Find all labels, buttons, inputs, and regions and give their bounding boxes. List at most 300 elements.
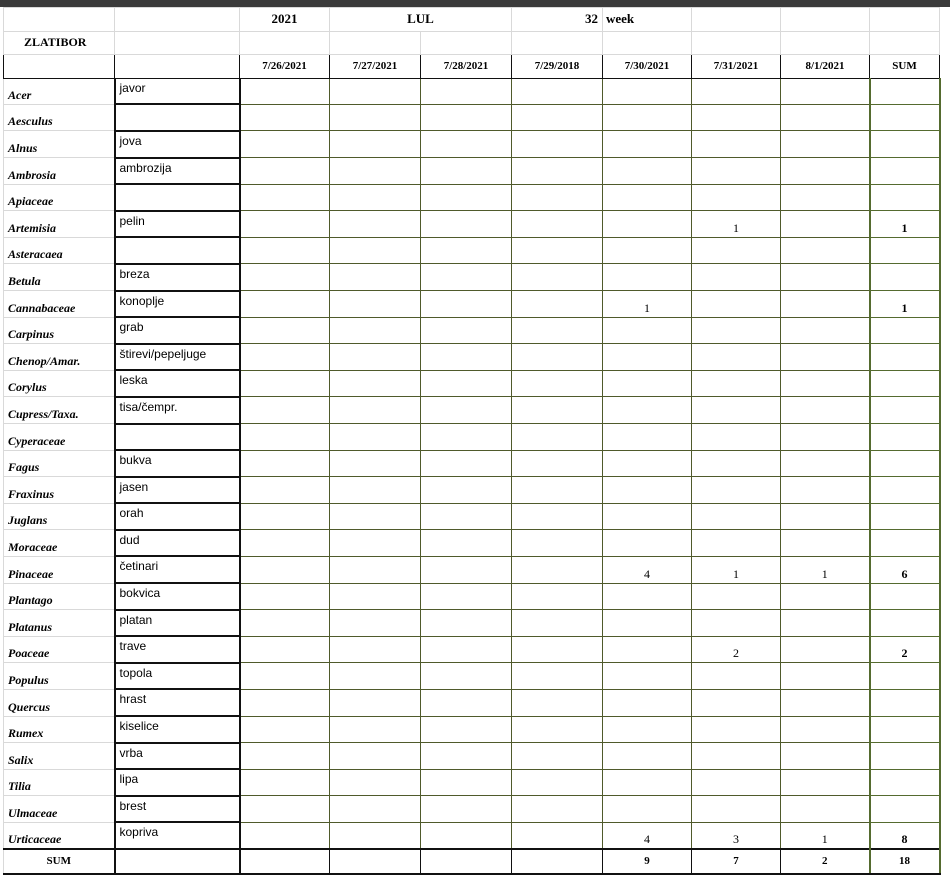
row-sum-cell[interactable] bbox=[870, 503, 940, 530]
row-sum-cell[interactable] bbox=[870, 237, 940, 264]
row-sum-cell[interactable] bbox=[870, 689, 940, 716]
cell[interactable] bbox=[692, 8, 781, 32]
count-cell[interactable] bbox=[330, 796, 421, 823]
week-number-cell[interactable]: 32 bbox=[512, 8, 603, 32]
local-name-cell[interactable]: brest bbox=[115, 796, 240, 823]
count-cell[interactable] bbox=[330, 822, 421, 849]
row-sum-cell[interactable] bbox=[870, 78, 940, 104]
latin-name-cell[interactable]: Betula bbox=[4, 264, 115, 291]
cell[interactable] bbox=[4, 8, 115, 32]
row-sum-cell[interactable] bbox=[870, 583, 940, 610]
latin-name-cell[interactable]: Juglans bbox=[4, 503, 115, 530]
local-name-cell[interactable] bbox=[115, 237, 240, 264]
count-cell[interactable] bbox=[421, 78, 512, 104]
cell[interactable] bbox=[870, 8, 940, 32]
count-cell[interactable] bbox=[421, 769, 512, 796]
count-cell[interactable] bbox=[421, 344, 512, 371]
count-cell[interactable] bbox=[692, 716, 781, 743]
count-cell[interactable] bbox=[240, 264, 330, 291]
latin-name-cell[interactable]: Alnus bbox=[4, 131, 115, 158]
local-name-cell[interactable]: četinari bbox=[115, 556, 240, 583]
count-cell[interactable] bbox=[692, 104, 781, 131]
latin-name-cell[interactable]: Plantago bbox=[4, 583, 115, 610]
count-cell[interactable]: 1 bbox=[603, 291, 692, 318]
latin-name-cell[interactable]: Corylus bbox=[4, 370, 115, 397]
count-cell[interactable] bbox=[240, 743, 330, 770]
count-cell[interactable] bbox=[781, 211, 870, 238]
row-sum-cell[interactable]: 2 bbox=[870, 636, 940, 663]
column-total-cell[interactable]: 7 bbox=[692, 849, 781, 874]
count-cell[interactable] bbox=[781, 131, 870, 158]
count-cell[interactable] bbox=[603, 583, 692, 610]
count-cell[interactable]: 1 bbox=[692, 556, 781, 583]
latin-name-cell[interactable]: Fraxinus bbox=[4, 477, 115, 504]
count-cell[interactable] bbox=[603, 477, 692, 504]
count-cell[interactable] bbox=[240, 689, 330, 716]
count-cell[interactable] bbox=[330, 556, 421, 583]
count-cell[interactable] bbox=[330, 211, 421, 238]
date-header-cell[interactable]: 7/30/2021 bbox=[603, 55, 692, 79]
count-cell[interactable] bbox=[240, 291, 330, 318]
count-cell[interactable] bbox=[781, 344, 870, 371]
cell[interactable] bbox=[115, 8, 240, 32]
count-cell[interactable] bbox=[240, 397, 330, 424]
sum-header-cell[interactable]: SUM bbox=[870, 55, 940, 79]
count-cell[interactable] bbox=[330, 237, 421, 264]
local-name-cell[interactable] bbox=[115, 424, 240, 451]
count-cell[interactable]: 2 bbox=[692, 636, 781, 663]
count-cell[interactable] bbox=[512, 211, 603, 238]
count-cell[interactable] bbox=[692, 503, 781, 530]
count-cell[interactable] bbox=[330, 769, 421, 796]
totals-label-cell[interactable]: SUM bbox=[4, 849, 115, 874]
cell[interactable] bbox=[870, 31, 940, 55]
row-sum-cell[interactable]: 1 bbox=[870, 291, 940, 318]
cell[interactable] bbox=[781, 8, 870, 32]
cell[interactable] bbox=[240, 31, 330, 55]
count-cell[interactable] bbox=[512, 370, 603, 397]
count-cell[interactable] bbox=[781, 769, 870, 796]
column-total-cell[interactable]: 2 bbox=[781, 849, 870, 874]
count-cell[interactable] bbox=[603, 237, 692, 264]
count-cell[interactable] bbox=[781, 503, 870, 530]
cell[interactable] bbox=[115, 55, 240, 79]
count-cell[interactable] bbox=[330, 477, 421, 504]
count-cell[interactable]: 1 bbox=[692, 211, 781, 238]
latin-name-cell[interactable]: Pinaceae bbox=[4, 556, 115, 583]
count-cell[interactable] bbox=[603, 264, 692, 291]
latin-name-cell[interactable]: Populus bbox=[4, 663, 115, 690]
row-sum-cell[interactable] bbox=[870, 610, 940, 637]
row-sum-cell[interactable] bbox=[870, 663, 940, 690]
row-sum-cell[interactable] bbox=[870, 769, 940, 796]
count-cell[interactable] bbox=[603, 104, 692, 131]
count-cell[interactable] bbox=[421, 503, 512, 530]
count-cell[interactable] bbox=[421, 397, 512, 424]
row-sum-cell[interactable]: 6 bbox=[870, 556, 940, 583]
count-cell[interactable] bbox=[692, 184, 781, 211]
count-cell[interactable] bbox=[603, 424, 692, 451]
local-name-cell[interactable]: javor bbox=[115, 78, 240, 104]
row-sum-cell[interactable] bbox=[870, 477, 940, 504]
date-header-cell[interactable]: 8/1/2021 bbox=[781, 55, 870, 79]
latin-name-cell[interactable]: Ulmaceae bbox=[4, 796, 115, 823]
count-cell[interactable] bbox=[781, 237, 870, 264]
count-cell[interactable] bbox=[240, 663, 330, 690]
count-cell[interactable] bbox=[330, 317, 421, 344]
cell[interactable] bbox=[421, 31, 512, 55]
count-cell[interactable] bbox=[330, 450, 421, 477]
count-cell[interactable] bbox=[421, 477, 512, 504]
count-cell[interactable] bbox=[781, 477, 870, 504]
latin-name-cell[interactable]: Cyperaceae bbox=[4, 424, 115, 451]
count-cell[interactable] bbox=[421, 822, 512, 849]
local-name-cell[interactable]: tisa/čempr. bbox=[115, 397, 240, 424]
local-name-cell[interactable]: leska bbox=[115, 370, 240, 397]
latin-name-cell[interactable]: Salix bbox=[4, 743, 115, 770]
row-sum-cell[interactable] bbox=[870, 264, 940, 291]
count-cell[interactable] bbox=[330, 184, 421, 211]
row-sum-cell[interactable] bbox=[870, 158, 940, 185]
count-cell[interactable] bbox=[603, 743, 692, 770]
count-cell[interactable] bbox=[781, 663, 870, 690]
column-total-cell[interactable] bbox=[330, 849, 421, 874]
row-sum-cell[interactable]: 1 bbox=[870, 211, 940, 238]
latin-name-cell[interactable]: Ambrosia bbox=[4, 158, 115, 185]
count-cell[interactable] bbox=[781, 184, 870, 211]
column-total-cell[interactable] bbox=[240, 849, 330, 874]
count-cell[interactable] bbox=[240, 822, 330, 849]
count-cell[interactable] bbox=[240, 796, 330, 823]
local-name-cell[interactable]: hrast bbox=[115, 689, 240, 716]
count-cell[interactable] bbox=[512, 769, 603, 796]
count-cell[interactable] bbox=[240, 716, 330, 743]
local-name-cell[interactable]: jova bbox=[115, 131, 240, 158]
local-name-cell[interactable] bbox=[115, 104, 240, 131]
count-cell[interactable] bbox=[781, 610, 870, 637]
count-cell[interactable] bbox=[692, 450, 781, 477]
count-cell[interactable] bbox=[781, 583, 870, 610]
count-cell[interactable] bbox=[512, 184, 603, 211]
local-name-cell[interactable]: bokvica bbox=[115, 583, 240, 610]
count-cell[interactable] bbox=[692, 237, 781, 264]
latin-name-cell[interactable]: Carpinus bbox=[4, 317, 115, 344]
count-cell[interactable] bbox=[330, 397, 421, 424]
count-cell[interactable] bbox=[781, 264, 870, 291]
date-header-cell[interactable]: 7/29/2018 bbox=[512, 55, 603, 79]
date-header-cell[interactable]: 7/31/2021 bbox=[692, 55, 781, 79]
count-cell[interactable] bbox=[603, 158, 692, 185]
count-cell[interactable] bbox=[330, 503, 421, 530]
count-cell[interactable] bbox=[781, 450, 870, 477]
row-sum-cell[interactable] bbox=[870, 530, 940, 557]
count-cell[interactable] bbox=[512, 556, 603, 583]
count-cell[interactable] bbox=[240, 424, 330, 451]
count-cell[interactable] bbox=[512, 796, 603, 823]
count-cell[interactable] bbox=[512, 237, 603, 264]
count-cell[interactable] bbox=[603, 184, 692, 211]
count-cell[interactable] bbox=[330, 716, 421, 743]
count-cell[interactable] bbox=[330, 131, 421, 158]
count-cell[interactable] bbox=[240, 184, 330, 211]
cell[interactable] bbox=[115, 849, 240, 874]
count-cell[interactable] bbox=[603, 503, 692, 530]
count-cell[interactable] bbox=[240, 450, 330, 477]
count-cell[interactable] bbox=[512, 131, 603, 158]
location-cell[interactable]: ZLATIBOR bbox=[4, 31, 115, 55]
count-cell[interactable] bbox=[330, 610, 421, 637]
count-cell[interactable] bbox=[512, 264, 603, 291]
count-cell[interactable] bbox=[421, 291, 512, 318]
column-total-cell[interactable] bbox=[512, 849, 603, 874]
count-cell[interactable] bbox=[330, 370, 421, 397]
count-cell[interactable] bbox=[512, 317, 603, 344]
count-cell[interactable] bbox=[240, 317, 330, 344]
count-cell[interactable] bbox=[330, 264, 421, 291]
count-cell[interactable] bbox=[421, 743, 512, 770]
count-cell[interactable] bbox=[240, 556, 330, 583]
count-cell[interactable] bbox=[781, 104, 870, 131]
count-cell[interactable] bbox=[421, 450, 512, 477]
cell[interactable] bbox=[692, 31, 781, 55]
count-cell[interactable] bbox=[692, 689, 781, 716]
count-cell[interactable] bbox=[692, 796, 781, 823]
cell[interactable] bbox=[115, 31, 240, 55]
count-cell[interactable] bbox=[330, 291, 421, 318]
cell[interactable] bbox=[781, 31, 870, 55]
year-cell[interactable]: 2021 bbox=[240, 8, 330, 32]
latin-name-cell[interactable]: Quercus bbox=[4, 689, 115, 716]
count-cell[interactable] bbox=[240, 769, 330, 796]
count-cell[interactable] bbox=[603, 769, 692, 796]
count-cell[interactable] bbox=[603, 716, 692, 743]
latin-name-cell[interactable]: Aesculus bbox=[4, 104, 115, 131]
count-cell[interactable] bbox=[421, 237, 512, 264]
count-cell[interactable] bbox=[603, 344, 692, 371]
latin-name-cell[interactable]: Tilia bbox=[4, 769, 115, 796]
row-sum-cell[interactable] bbox=[870, 370, 940, 397]
count-cell[interactable] bbox=[512, 636, 603, 663]
count-cell[interactable] bbox=[330, 158, 421, 185]
count-cell[interactable] bbox=[240, 583, 330, 610]
local-name-cell[interactable]: breza bbox=[115, 264, 240, 291]
row-sum-cell[interactable] bbox=[870, 424, 940, 451]
count-cell[interactable] bbox=[603, 796, 692, 823]
count-cell[interactable]: 1 bbox=[781, 822, 870, 849]
local-name-cell[interactable]: pelin bbox=[115, 211, 240, 238]
count-cell[interactable] bbox=[330, 530, 421, 557]
count-cell[interactable] bbox=[512, 689, 603, 716]
count-cell[interactable] bbox=[512, 344, 603, 371]
count-cell[interactable] bbox=[781, 397, 870, 424]
count-cell[interactable]: 1 bbox=[781, 556, 870, 583]
count-cell[interactable] bbox=[421, 158, 512, 185]
local-name-cell[interactable]: kiselice bbox=[115, 716, 240, 743]
count-cell[interactable] bbox=[330, 743, 421, 770]
date-header-cell[interactable]: 7/26/2021 bbox=[240, 55, 330, 79]
local-name-cell[interactable]: jasen bbox=[115, 477, 240, 504]
count-cell[interactable] bbox=[240, 610, 330, 637]
count-cell[interactable]: 3 bbox=[692, 822, 781, 849]
latin-name-cell[interactable]: Moraceae bbox=[4, 530, 115, 557]
row-sum-cell[interactable] bbox=[870, 450, 940, 477]
local-name-cell[interactable]: platan bbox=[115, 610, 240, 637]
count-cell[interactable] bbox=[692, 344, 781, 371]
latin-name-cell[interactable]: Chenop/Amar. bbox=[4, 344, 115, 371]
row-sum-cell[interactable] bbox=[870, 344, 940, 371]
latin-name-cell[interactable]: Asteracaea bbox=[4, 237, 115, 264]
count-cell[interactable] bbox=[603, 211, 692, 238]
count-cell[interactable] bbox=[421, 636, 512, 663]
local-name-cell[interactable] bbox=[115, 184, 240, 211]
count-cell[interactable] bbox=[421, 424, 512, 451]
local-name-cell[interactable]: kopriva bbox=[115, 822, 240, 849]
row-sum-cell[interactable] bbox=[870, 796, 940, 823]
count-cell[interactable] bbox=[781, 743, 870, 770]
count-cell[interactable] bbox=[603, 78, 692, 104]
latin-name-cell[interactable]: Apiaceae bbox=[4, 184, 115, 211]
count-cell[interactable] bbox=[603, 450, 692, 477]
count-cell[interactable] bbox=[240, 158, 330, 185]
count-cell[interactable] bbox=[603, 636, 692, 663]
count-cell[interactable] bbox=[512, 158, 603, 185]
local-name-cell[interactable]: ambrozija bbox=[115, 158, 240, 185]
count-cell[interactable] bbox=[240, 530, 330, 557]
count-cell[interactable] bbox=[692, 317, 781, 344]
count-cell[interactable] bbox=[512, 822, 603, 849]
count-cell[interactable] bbox=[692, 131, 781, 158]
count-cell[interactable] bbox=[240, 370, 330, 397]
count-cell[interactable] bbox=[781, 158, 870, 185]
date-header-cell[interactable]: 7/27/2021 bbox=[330, 55, 421, 79]
latin-name-cell[interactable]: Acer bbox=[4, 78, 115, 104]
count-cell[interactable] bbox=[512, 450, 603, 477]
local-name-cell[interactable]: trave bbox=[115, 636, 240, 663]
row-sum-cell[interactable] bbox=[870, 131, 940, 158]
count-cell[interactable] bbox=[421, 264, 512, 291]
count-cell[interactable] bbox=[421, 796, 512, 823]
local-name-cell[interactable]: konoplje bbox=[115, 291, 240, 318]
latin-name-cell[interactable]: Poaceae bbox=[4, 636, 115, 663]
count-cell[interactable] bbox=[781, 530, 870, 557]
count-cell[interactable] bbox=[692, 530, 781, 557]
count-cell[interactable] bbox=[512, 477, 603, 504]
latin-name-cell[interactable]: Cannabaceae bbox=[4, 291, 115, 318]
count-cell[interactable] bbox=[512, 503, 603, 530]
count-cell[interactable] bbox=[421, 716, 512, 743]
latin-name-cell[interactable]: Fagus bbox=[4, 450, 115, 477]
count-cell[interactable] bbox=[240, 503, 330, 530]
count-cell[interactable] bbox=[692, 769, 781, 796]
count-cell[interactable] bbox=[421, 370, 512, 397]
count-cell[interactable] bbox=[781, 317, 870, 344]
week-label-cell[interactable]: week bbox=[603, 8, 692, 32]
count-cell[interactable] bbox=[692, 477, 781, 504]
count-cell[interactable] bbox=[781, 636, 870, 663]
count-cell[interactable] bbox=[421, 317, 512, 344]
count-cell[interactable] bbox=[692, 78, 781, 104]
count-cell[interactable] bbox=[692, 743, 781, 770]
count-cell[interactable] bbox=[692, 158, 781, 185]
count-cell[interactable] bbox=[421, 104, 512, 131]
count-cell[interactable]: 4 bbox=[603, 822, 692, 849]
count-cell[interactable] bbox=[330, 663, 421, 690]
cell[interactable] bbox=[603, 31, 692, 55]
count-cell[interactable] bbox=[781, 370, 870, 397]
count-cell[interactable] bbox=[781, 78, 870, 104]
count-cell[interactable] bbox=[512, 583, 603, 610]
count-cell[interactable]: 4 bbox=[603, 556, 692, 583]
latin-name-cell[interactable]: Cupress/Taxa. bbox=[4, 397, 115, 424]
cell[interactable] bbox=[512, 31, 603, 55]
count-cell[interactable] bbox=[692, 397, 781, 424]
count-cell[interactable] bbox=[421, 556, 512, 583]
count-cell[interactable] bbox=[781, 424, 870, 451]
count-cell[interactable] bbox=[330, 636, 421, 663]
row-sum-cell[interactable] bbox=[870, 743, 940, 770]
count-cell[interactable] bbox=[603, 689, 692, 716]
latin-name-cell[interactable]: Artemisia bbox=[4, 211, 115, 238]
local-name-cell[interactable]: štirevi/pepeljuge bbox=[115, 344, 240, 371]
count-cell[interactable] bbox=[330, 583, 421, 610]
count-cell[interactable] bbox=[692, 424, 781, 451]
column-total-cell[interactable]: 9 bbox=[603, 849, 692, 874]
count-cell[interactable] bbox=[603, 530, 692, 557]
row-sum-cell[interactable] bbox=[870, 397, 940, 424]
count-cell[interactable] bbox=[240, 78, 330, 104]
count-cell[interactable] bbox=[512, 78, 603, 104]
count-cell[interactable] bbox=[421, 583, 512, 610]
count-cell[interactable] bbox=[512, 663, 603, 690]
count-cell[interactable] bbox=[781, 689, 870, 716]
count-cell[interactable] bbox=[330, 104, 421, 131]
count-cell[interactable] bbox=[692, 663, 781, 690]
latin-name-cell[interactable]: Platanus bbox=[4, 610, 115, 637]
cell[interactable] bbox=[4, 55, 115, 79]
local-name-cell[interactable]: dud bbox=[115, 530, 240, 557]
count-cell[interactable] bbox=[330, 344, 421, 371]
count-cell[interactable] bbox=[421, 689, 512, 716]
local-name-cell[interactable]: bukva bbox=[115, 450, 240, 477]
count-cell[interactable] bbox=[512, 610, 603, 637]
count-cell[interactable] bbox=[240, 636, 330, 663]
count-cell[interactable] bbox=[603, 370, 692, 397]
count-cell[interactable] bbox=[240, 211, 330, 238]
count-cell[interactable] bbox=[692, 583, 781, 610]
local-name-cell[interactable]: vrba bbox=[115, 743, 240, 770]
grand-total-cell[interactable]: 18 bbox=[870, 849, 940, 874]
count-cell[interactable] bbox=[603, 131, 692, 158]
count-cell[interactable] bbox=[512, 743, 603, 770]
count-cell[interactable] bbox=[512, 716, 603, 743]
latin-name-cell[interactable]: Rumex bbox=[4, 716, 115, 743]
count-cell[interactable] bbox=[512, 291, 603, 318]
date-header-cell[interactable]: 7/28/2021 bbox=[421, 55, 512, 79]
count-cell[interactable] bbox=[512, 530, 603, 557]
count-cell[interactable] bbox=[240, 104, 330, 131]
row-sum-cell[interactable]: 8 bbox=[870, 822, 940, 849]
count-cell[interactable] bbox=[421, 211, 512, 238]
local-name-cell[interactable]: topola bbox=[115, 663, 240, 690]
local-name-cell[interactable]: orah bbox=[115, 503, 240, 530]
count-cell[interactable] bbox=[240, 344, 330, 371]
count-cell[interactable] bbox=[512, 397, 603, 424]
count-cell[interactable] bbox=[692, 610, 781, 637]
count-cell[interactable] bbox=[692, 291, 781, 318]
count-cell[interactable] bbox=[603, 610, 692, 637]
count-cell[interactable] bbox=[240, 477, 330, 504]
local-name-cell[interactable]: lipa bbox=[115, 769, 240, 796]
